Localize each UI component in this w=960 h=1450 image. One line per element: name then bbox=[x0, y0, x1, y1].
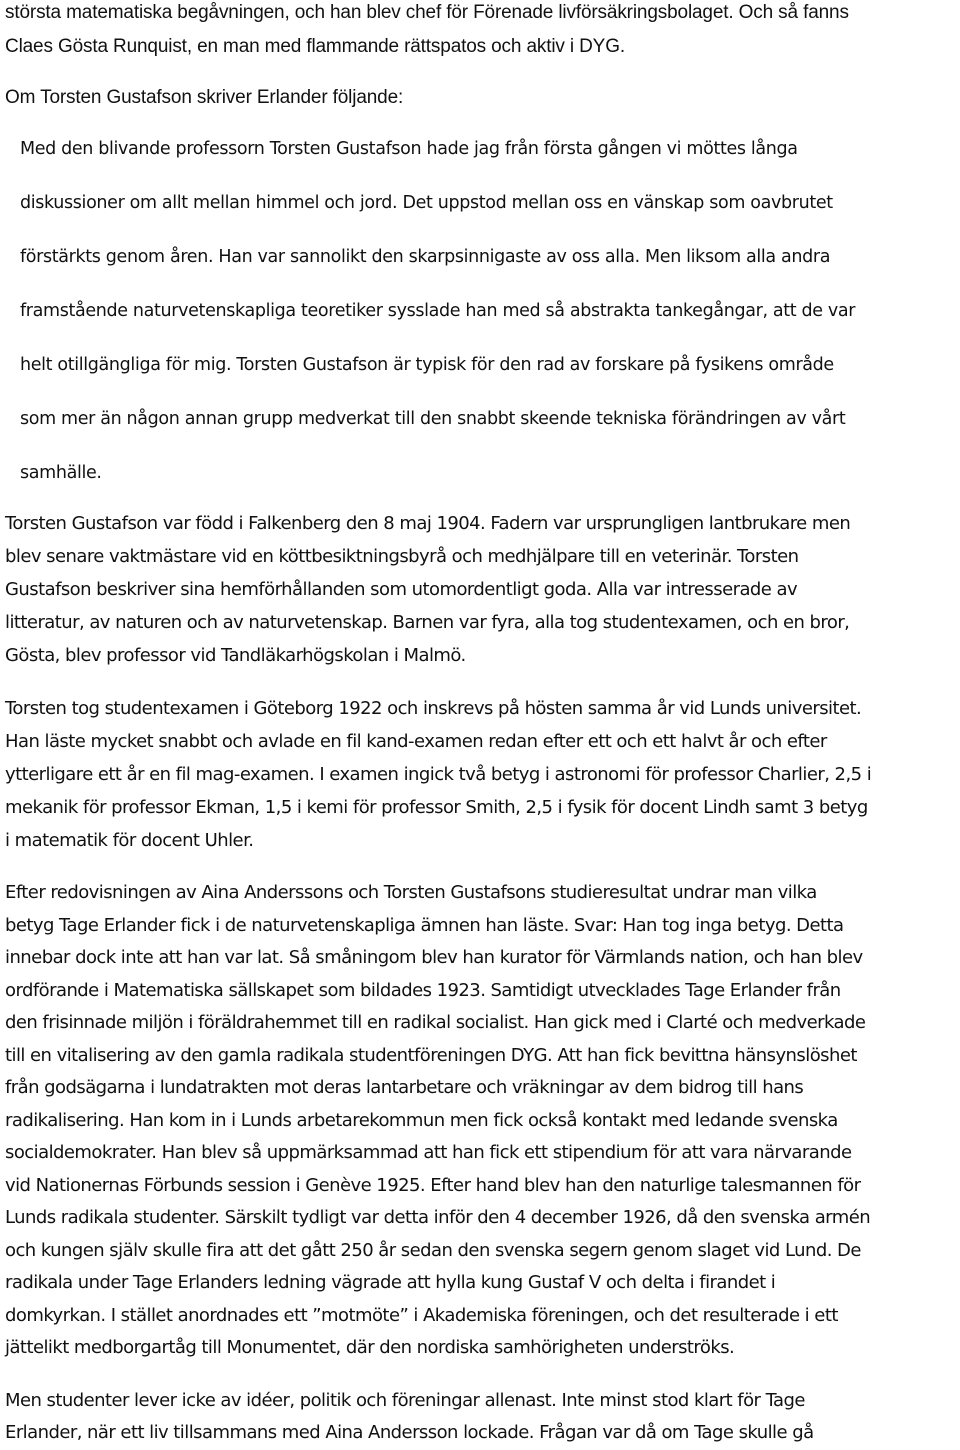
quote-line: diskussioner om allt mellan himmel och jord. Det uppstod mellan oss en vänskap som oavbrutet bbox=[20, 193, 833, 213]
text-line: Men studenter lever icke av idéer, politik och föreningar allenast. Inte minst stod klart för Tage bbox=[5, 1390, 805, 1411]
text-line: Han läste mycket snabbt och avlade en fil kand-examen redan efter ett och ett halvt år och efter bbox=[5, 731, 827, 752]
text-line: Torsten Gustafson var född i Falkenberg den 8 maj 1904. Fadern var ursprungligen lantbrukare men bbox=[5, 513, 851, 534]
text-line: och kungen själv skulle fira att det gått 250 år sedan den svenska segern genom slaget vid Lund. De bbox=[5, 1240, 861, 1261]
text-line: Lunds radikala studenter. Särskilt tydligt var detta inför den 4 december 1926, då den svenska armén bbox=[5, 1207, 871, 1228]
text-line: ytterligare ett år en fil mag-examen. I examen ingick två betyg i astronomi för professor Charlier, 2,5 i bbox=[5, 764, 872, 785]
text-line: domkyrkan. I stället anordnades ett ”motmöte” i Akademiska föreningen, och det resulterade i ett bbox=[5, 1305, 838, 1326]
text-line: från godsägarna i lundatrakten mot deras lantarbetare och vräkningar av dem bidrog till hans bbox=[5, 1077, 804, 1098]
text-line: i matematik för docent Uhler. bbox=[5, 830, 254, 851]
text-line: betyg Tage Erlander fick i de naturvetenskapliga ämnen han läste. Svar: Han tog inga betyg. Detta bbox=[5, 915, 844, 936]
text-line: socialdemokrater. Han blev så uppmärksammad att han fick ett stipendium för att vara närvarande bbox=[5, 1142, 852, 1163]
quote-line: förstärkts genom åren. Han var sannolikt den skarpsinnigaste av oss alla. Men liksom alla andra bbox=[20, 247, 831, 267]
text-line: jättelikt medborgartåg till Monumentet, där den nordiska samhörigheten underströks. bbox=[5, 1337, 735, 1358]
text-line: blev senare vaktmästare vid en köttbesiktningsbyrå och medhjälpare till en veterinär. Torsten bbox=[5, 546, 799, 567]
text-line: Torsten tog studentexamen i Göteborg 1922 och inskrevs på hösten samma år vid Lunds universitet. bbox=[5, 698, 862, 719]
text-line: Erlander, när ett liv tillsammans med Aina Andersson lockade. Frågan var då om Tage skulle gå bbox=[5, 1422, 814, 1443]
text-line: radikala under Tage Erlanders ledning vägrade att hylla kung Gustaf V och delta i firandet i bbox=[5, 1272, 776, 1293]
quote-line: framstående naturvetenskapliga teoretiker sysslade han med så abstrakta tankegångar, att de var bbox=[20, 301, 856, 321]
text-line: mekanik för professor Ekman, 1,5 i kemi för professor Smith, 2,5 i fysik för docent Lindh samt 3 betyg bbox=[5, 797, 868, 818]
text-line: Gustafson beskriver sina hemförhållanden som utomordentligt goda. Alla var intresserade av bbox=[5, 579, 798, 600]
text-line: Gösta, blev professor vid Tandläkarhögskolan i Malmö. bbox=[5, 645, 466, 666]
text-line: ordförande i Matematiska sällskapet som bildades 1923. Samtidigt utvecklades Tage Erlander från bbox=[5, 980, 841, 1001]
text-line: Om Torsten Gustafson skriver Erlander följande: bbox=[5, 87, 404, 108]
quote-line: helt otillgängliga för mig. Torsten Gustafson är typisk för den rad av forskare på fysikens område bbox=[20, 355, 834, 375]
text-line: Claes Gösta Runquist, en man med flammande rättspatos och aktiv i DYG. bbox=[5, 36, 625, 57]
quote-line: Med den blivande professorn Torsten Gustafson hade jag från första gången vi möttes långa bbox=[20, 139, 798, 159]
text-line: innebar dock inte att han var lat. Så småningom blev han kurator för Värmlands nation, och han blev bbox=[5, 947, 863, 968]
text-line: radikalisering. Han kom in i Lunds arbetarekommun men fick också kontakt med ledande svenska bbox=[5, 1110, 838, 1131]
quote-line: som mer än någon annan grupp medverkat till den snabbt skeende tekniska förändringen av vårt bbox=[20, 409, 846, 429]
text-line: den frisinnade miljön i föräldrahemmet till en radikal socialist. Han gick med i Clarté och medverkade bbox=[5, 1012, 866, 1033]
text-line: till en vitalisering av den gamla radikala studentföreningen DYG. Att han fick bevittna hänsynslöshet bbox=[5, 1045, 857, 1066]
quote-line: samhälle. bbox=[20, 463, 102, 483]
text-line: litteratur, av naturen och av naturvetenskap. Barnen var fyra, alla tog studentexamen, och en bror, bbox=[5, 612, 850, 633]
text-line: största matematiska begåvningen, och han blev chef för Förenade livförsäkringsbolaget. Och så fanns bbox=[5, 2, 849, 23]
text-line: vid Nationernas Förbunds session i Genève 1925. Efter hand blev han den naturlige talesmannen för bbox=[5, 1175, 861, 1196]
text-line: Efter redovisningen av Aina Anderssons och Torsten Gustafsons studieresultat undrar man vilka bbox=[5, 882, 817, 903]
